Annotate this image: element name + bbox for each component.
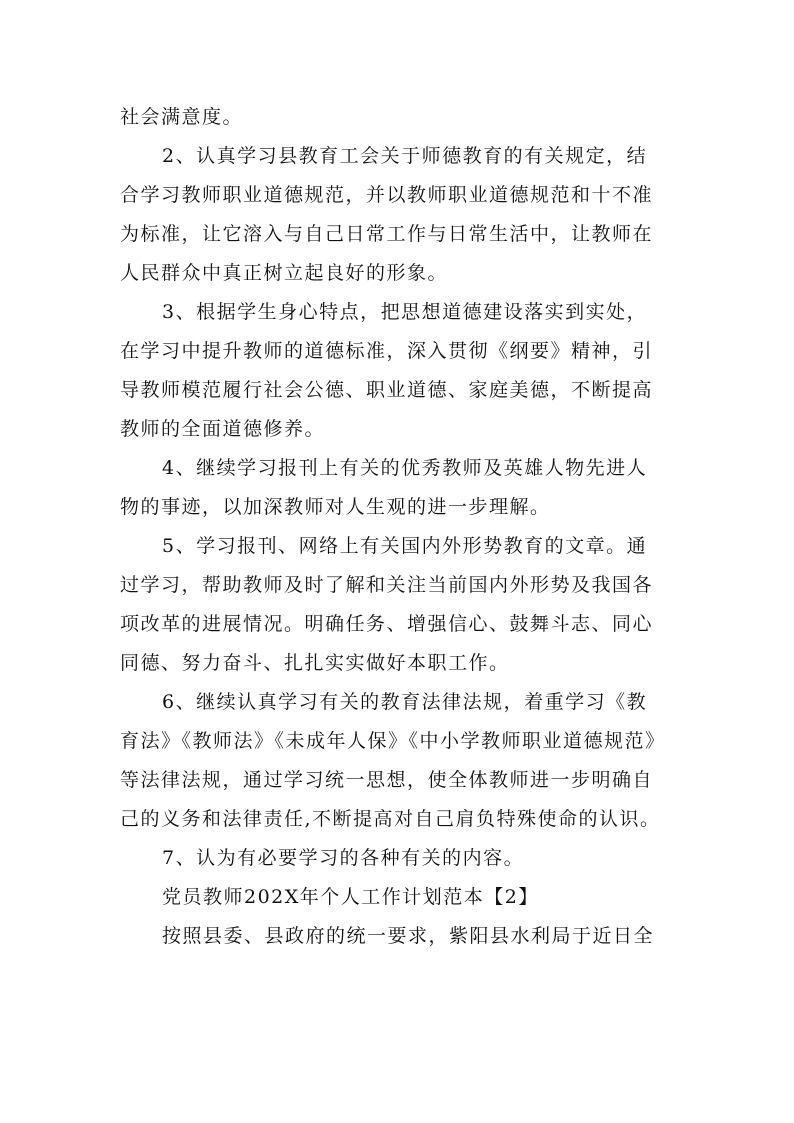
text-line: 人民群众中真正树立起良好的形象。	[120, 262, 449, 284]
text-line: 同德、努力奋斗、扎扎实实做好本职工作。	[120, 652, 510, 674]
text-line: 合学习教师职业道德规范，并以教师职业道德规范和十不准	[120, 184, 654, 206]
text-line: 社会满意度。	[120, 106, 244, 128]
text-line: 3、根据学生身心特点，把思想道德建设落实到实处，	[162, 301, 648, 323]
text-line: 6、继续认真学习有关的教育法律法规，着重学习《教	[162, 691, 648, 713]
text-line: 教师的全面道德修养。	[120, 418, 326, 440]
text-line: 过学习，帮助教师及时了解和关注当前国内外形势及我国各	[120, 574, 654, 596]
text-line: 己的义务和法律责任,不断提高对自己肩负特殊使命的认识。	[120, 808, 661, 830]
section-heading: 党员教师202X年个人工作计划范本【2】	[162, 886, 539, 908]
text-line: 导教师模范履行社会公德、职业道德、家庭美德，不断提高	[120, 379, 654, 401]
text-line: 在学习中提升教师的道德标准，深入贯彻《纲要》精神，引	[120, 340, 654, 362]
text-line: 等法律法规，通过学习统一思想，使全体教师进一步明确自	[120, 769, 654, 791]
text-line: 物的事迹，以加深教师对人生观的进一步理解。	[120, 496, 551, 518]
text-line: 7、认为有必要学习的各种有关的内容。	[162, 847, 525, 869]
text-line: 为标准，让它溶入与自己日常工作与日常生活中，让教师在	[120, 223, 654, 245]
text-line: 项改革的进展情况。明确任务、增强信心、鼓舞斗志、同心	[120, 613, 654, 635]
text-line: 育法》《教师法》《未成年人保》《中小学教师职业道德规范》	[120, 730, 666, 752]
text-line: 2、认真学习县教育工会关于师德教育的有关规定，结	[162, 145, 648, 167]
text-line: 按照县委、县政府的统一要求，紫阳县水利局于近日全	[162, 925, 655, 947]
text-line: 4、继续学习报刊上有关的优秀教师及英雄人物先进人	[162, 457, 648, 479]
document-body	[120, 98, 680, 956]
text-line: 5、学习报刊、网络上有关国内外形势教育的文章。通	[162, 535, 648, 557]
